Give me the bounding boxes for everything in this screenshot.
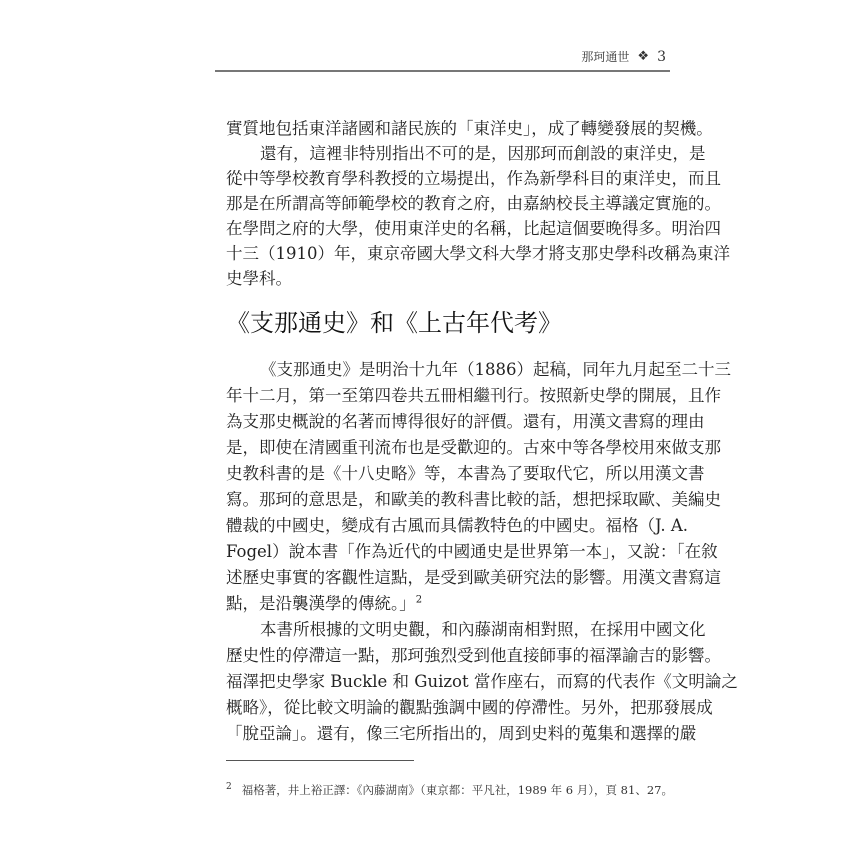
- text-line: [226, 591, 670, 617]
- text-line: 概略》，從比較文明論的觀點強調中國的停滯性。另外，把那發展成: [226, 698, 713, 717]
- text-line: 在學問之府的大學，使用東洋史的名稱，比起這個要晚得多。明治四: [226, 219, 721, 238]
- footnote-reference[interactable]: 2: [415, 594, 423, 606]
- text-line: 那是在所謂高等師範學校的教育之府，由嘉納校長主導議定實施的。: [226, 194, 721, 213]
- text-line-content: 點，是沿襲漢學的傳統。」: [226, 594, 416, 613]
- text-line: 十三（1910）年，東京帝國大學文科大學才將支那史學科改稱為東洋: [226, 244, 730, 263]
- page-number: 3: [657, 48, 666, 65]
- paragraph-1: [226, 116, 730, 291]
- footnote-mark: 2: [226, 782, 232, 792]
- text-line: 歷史性的停滯這一點，那珂強烈受到他直接師事的福澤諭吉的影響。: [226, 646, 721, 665]
- text-line: 本書所根據的文明史觀，和內藤湖南相對照，在採用中國文化: [260, 620, 706, 639]
- paragraph-3: [226, 357, 738, 747]
- text-line: 實質地包括東洋諸國和諸民族的「東洋史」，成了轉變發展的契機。: [226, 119, 713, 138]
- ornament-diamond-icon: ❖: [637, 49, 650, 64]
- footnote-divider: [226, 760, 414, 761]
- text-line: 述歷史事實的客觀性這點，是受到歐美研究法的影響。用漢文書寫這: [226, 568, 721, 587]
- text-line: 「脫亞論」。還有，像三宅所指出的，周到史料的蒐集和選擇的嚴: [226, 724, 697, 743]
- running-header: [215, 46, 670, 72]
- text-line: 寫。那珂的意思是，和歐美的教科書比較的話，想把採取歐、美編史: [226, 490, 721, 509]
- text-line: 年十二月，第一至第四卷共五冊相繼刊行。按照新史學的開展，且作: [226, 386, 721, 405]
- text-line: 體裁的中國史，變成有古風而具儒教特色的中國史。福格（J. A.: [226, 516, 688, 535]
- text-line: Fogel）說本書「作為近代的中國通史是世界第一本」，又說：「在敘: [226, 542, 718, 561]
- text-line: 為支那史概說的名著而博得很好的評價。還有，用漢文書寫的理由: [226, 412, 705, 431]
- text-line: 史教科書的是《十八史略》等，本書為了要取代它，所以用漢文書: [226, 464, 705, 483]
- footnote-text: 福格著，井上裕正譯：《內藤湖南》（東京都：平凡社，1989 年 6 月），頁 81、27。: [241, 782, 673, 797]
- footnote: [226, 778, 673, 799]
- text-line: 還有，這裡非特別指出不可的是，因那珂而創設的東洋史，是: [260, 144, 706, 163]
- section-heading: 《支那通史》和《上古年代考》: [226, 309, 562, 337]
- running-title: 那珂通世: [581, 50, 630, 64]
- text-line: 福澤把史學家 Buckle 和 Guizot 當作座右，而寫的代表作《文明論之: [226, 672, 738, 691]
- text-line: 《支那通史》是明治十九年（1886）起稿，同年九月起至二十三: [260, 360, 731, 379]
- text-line: 從中等學校教育學科教授的立場提出，作為新學科目的東洋史，而且: [226, 169, 721, 188]
- text-line: 是，即使在清國重刊流布也是受歡迎的。古來中等各學校用來做支那: [226, 438, 721, 457]
- text-line: 史學科。: [226, 269, 292, 288]
